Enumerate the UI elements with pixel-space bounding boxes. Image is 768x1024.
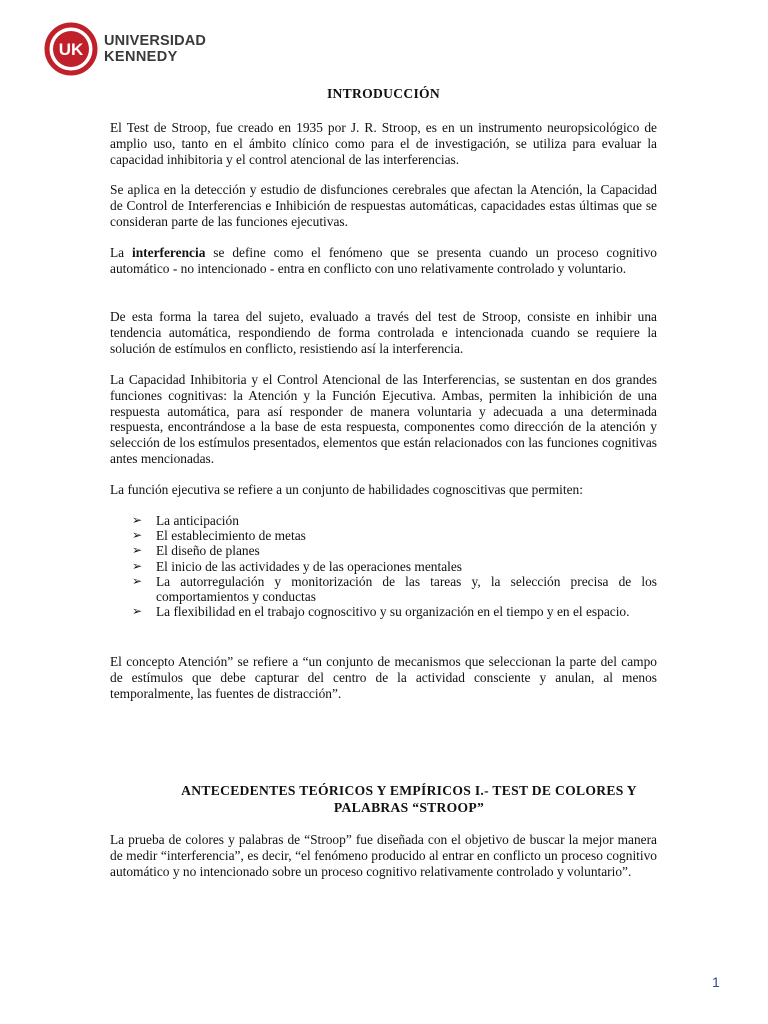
list-item: ➢ La flexibilidad en el trabajo cognoscitivo y su organización en el tiempo y en el espacio. xyxy=(132,604,630,620)
logo-wordmark xyxy=(104,33,206,65)
intro-paragraph-3 xyxy=(110,245,657,277)
university-logo xyxy=(44,22,206,76)
intro-paragraph-7: El concepto Atención” se refiere a “un conjunto de mecanismos que seleccionan la parte del campo de estímulos que debe capturar del centro de la actividad consciente y anulan, al menos temporalmente, las fuentes de distracción”. xyxy=(110,654,657,701)
antecedentes-paragraph-1: La prueba de colores y palabras de “Stroop” fue diseñada con el objetivo de buscar la mejor manera de medir “interferencia”, es decir, “el fenómeno producido al entrar en conflicto un proceso cognitivo automático y no intencionado sobre un proceso cognitivo relativamente controlado y voluntario”. xyxy=(110,832,657,879)
arrow-bullet-icon: ➢ xyxy=(132,604,143,619)
list-item: ➢ El inicio de las actividades y de las operaciones mentales xyxy=(132,558,463,574)
p3-prefix: La xyxy=(110,245,133,260)
intro-paragraph-6: La función ejecutiva se refiere a un conjunto de habilidades cognoscitivas que permiten: xyxy=(110,482,583,497)
arrow-bullet-icon: ➢ xyxy=(132,543,143,558)
logo-line-1: UNIVERSIDAD xyxy=(104,33,207,49)
list-item: ➢ El establecimiento de metas xyxy=(132,528,306,544)
intro-paragraph-4: De esta forma la tarea del sujeto, evaluado a través del test de Stroop, consiste en inhibir una tendencia automática, respondiendo de forma controlada e intencionada cuando se requiere la solución de estímulos en conflicto, resistiendo así la interferencia. xyxy=(110,309,657,356)
interferencia-term: interferencia xyxy=(132,245,206,260)
logo-mark-text: UK xyxy=(58,40,84,59)
arrow-bullet-icon: ➢ xyxy=(132,528,143,543)
arrow-bullet-icon: ➢ xyxy=(132,513,143,527)
executive-functions-list xyxy=(132,513,657,619)
intro-paragraph-5: La Capacidad Inhibitoria y el Control Atencional de las Interferencias, se sustentan en dos grandes funciones cognitivas: la Atención y la Función Ejecutiva. Ambas, permiten la inhibición de una respuesta automática, para así responder de manera voluntaria y adecuada a una determinada respuesta, encontrándose a la base de esta respuesta, componentes como dirección de la atención y selección de los estímulos presentados, elementos que están relacionados con las funciones cognitivas antes mencionadas. xyxy=(110,372,657,466)
intro-paragraph-1: El Test de Stroop, fue creado en 1935 por J. R. Stroop, es en un instrumento neuropsicológico de amplio uso, tanto en el ámbito clínico como para el de investigación, se utiliza para evaluar la capacidad inhibitoria y el control atencional de las interferencias. xyxy=(110,120,657,167)
page-number: 1 xyxy=(712,974,720,990)
arrow-bullet-icon: ➢ xyxy=(132,558,143,573)
list-item: ➢ El diseño de planes xyxy=(132,543,260,559)
p3-rest: se define como el fenómeno que se presenta cuando un proceso cognitivo automático - no intencionado - entra en conflicto con uno relativamente controlado y voluntario. xyxy=(110,245,657,276)
uk-logo-icon xyxy=(44,22,98,76)
logo-line-2: KENNEDY xyxy=(104,49,178,65)
intro-paragraph-2: Se aplica en la detección y estudio de disfunciones cerebrales que afectan la Atención, la Capacidad de Control de Interferencias e Inhibición de respuestas automáticas, capacidades estas últimas que se consideran parte de las funciones ejecutivas. xyxy=(110,182,657,229)
intro-title: INTRODUCCIÓN xyxy=(326,86,441,101)
antecedentes-title: ANTECEDENTES TEÓRICOS Y EMPÍRICOS I.- TEST DE COLORES Y PALABRAS “STROOP” xyxy=(181,783,637,815)
list-item: ➢ La autorregulación y monitorización de las tareas y, la selección precisa de los comportamientos y conductas xyxy=(132,573,657,605)
list-item: ➢ La anticipación xyxy=(132,513,239,528)
arrow-bullet-icon: ➢ xyxy=(132,573,143,588)
